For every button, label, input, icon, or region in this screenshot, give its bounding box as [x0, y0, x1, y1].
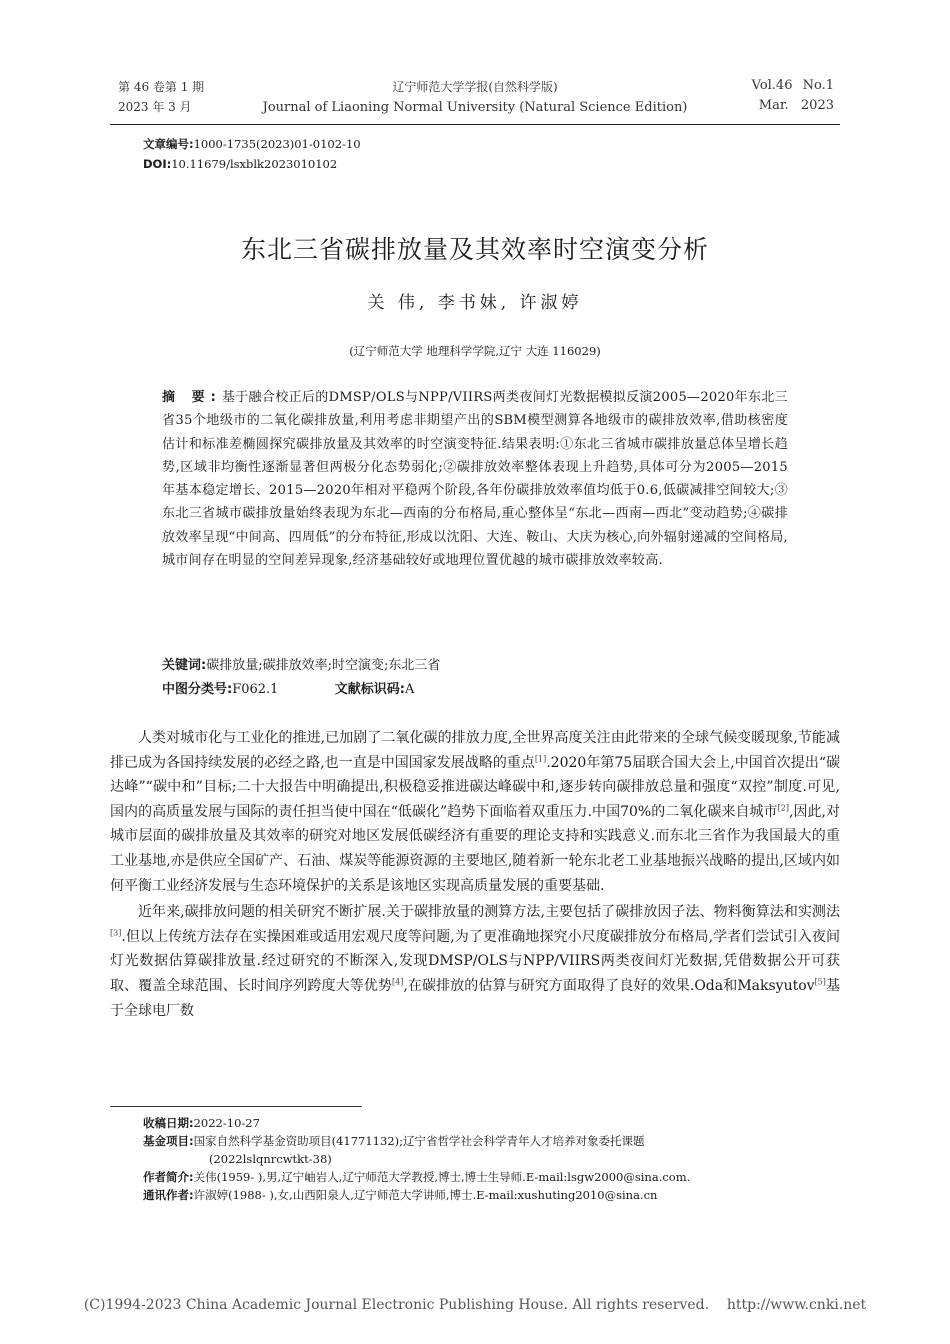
- received-date: [143, 1114, 843, 1132]
- doi-label: DOI:: [143, 157, 172, 171]
- received-value: 2022-10-27: [193, 1116, 260, 1130]
- author-bio-text: 关伟(1959- ),男,辽宁岫岩人,辽宁师范大学教授,博士,博士生导师.E-mail:lsgw2000@sina.com.: [193, 1170, 691, 1184]
- journal-name-cn: 辽宁师范大学学报(自然科学版): [392, 80, 558, 94]
- corresponding-author-text: 许淑婷(1988- ),女,山西阳泉人,辽宁师范大学讲师,博士.E-mail:xushuting2010@sina.cn: [193, 1188, 658, 1202]
- keywords-text: 碳排放量;碳排放效率;时空演变;东北三省: [206, 658, 441, 673]
- doc-code-value: A: [404, 682, 415, 697]
- authors: 关 伟, 李书妹, 许淑婷: [367, 293, 583, 313]
- date-en: Mar. 2023: [758, 98, 834, 113]
- body-paragraph-1: [110, 726, 840, 898]
- citation[interactable]: [2]: [777, 803, 789, 813]
- corresponding-author-label: 通讯作者:: [143, 1188, 194, 1202]
- body-text-run: 近年来,碳排放问题的相关研究不断扩展.关于碳排放量的测算方法,主要包括了碳排放因子法、物料衡算法和实测法: [138, 904, 840, 921]
- volume-issue-en: Vol.46 No.1: [751, 78, 834, 93]
- body-text-run: ,在碳排放的估算与研究方面取得了良好的效果.Oda和Maksyutov: [403, 977, 815, 994]
- funding-line-1: 国家自然科学基金资助项目(41771132);辽宁省哲学社会科学青年人才培养对象委托课题: [193, 1134, 645, 1148]
- classification: [162, 678, 414, 697]
- article-number-value: 1000-1735(2023)01-0102-10: [193, 137, 361, 151]
- journal-name-en: Journal of Liaoning Normal University (Natural Science Edition): [262, 100, 688, 115]
- body-text-run: .2020年第75届联合国大会上,中国首次提出“碳达峰”“碳中和”目标;二十大报告中明确提出,积极稳妥推进碳达峰碳中和,逐步转向碳排放总量和强度“双控”制度.可见,国内的高质量发展与国际的责任担当使中国在“低碳化”趋势下面临着双重压力.中国70%的二氧化碳来自城市: [110, 754, 841, 820]
- citation[interactable]: [1]: [534, 753, 547, 763]
- author-bio: [143, 1168, 843, 1186]
- citation[interactable]: [5]: [814, 977, 826, 987]
- volume-issue-cn: 第 46 卷第 1 期: [118, 80, 205, 94]
- article-number: [143, 136, 361, 152]
- article-number-label: 文章编号:: [143, 137, 194, 151]
- body-text-run: .但以上传统方法存在实操困难或适用宏观尺度等问题,为了更准确地探究小尺度碳排放分布格局,学者们尝试引入夜间灯光数据估算碳排放量.经过研究的不断深入,发现DMSP/OLS与NPP/VIIRS两类夜间灯光数据,凭借数据公开可获取、覆盖全球范围、长时间序列跨度大等优势: [110, 928, 840, 994]
- clc-label: 中图分类号:: [162, 682, 233, 697]
- clc-value: F062.1: [232, 682, 279, 697]
- paper-title: 东北三省碳排放量及其效率时空演变分析: [240, 235, 709, 264]
- copyright-footer: (C)1994-2023 China Academic Journal Electronic Publishing House. All rights reserved. http://www.cnki.net: [83, 1297, 867, 1313]
- funding: [143, 1132, 843, 1150]
- doc-code-label: 文献标识码:: [334, 682, 405, 697]
- funding-label: 基金项目:: [143, 1134, 194, 1148]
- funding-line-2: (2022lslqnrcwtkt-38): [209, 1152, 332, 1166]
- corresponding-author: [143, 1186, 843, 1204]
- body-text: [110, 726, 840, 1023]
- abstract-label: 摘 要:: [162, 390, 222, 405]
- body-paragraph-2: [110, 900, 840, 1023]
- author-bio-label: 作者简介:: [143, 1170, 194, 1184]
- abstract: [162, 386, 788, 572]
- citation[interactable]: [3]: [110, 928, 122, 938]
- date-cn: 2023 年 3 月: [118, 100, 192, 114]
- footnote-rule: [110, 1106, 362, 1107]
- citation[interactable]: [4]: [392, 977, 404, 987]
- doi-value: 10.11679/lsxblk2023010102: [171, 157, 338, 171]
- doi: [143, 157, 337, 171]
- affiliation: (辽宁师范大学 地理科学学院,辽宁 大连 116029): [349, 344, 601, 358]
- received-label: 收稿日期:: [143, 1116, 194, 1130]
- keywords: [162, 654, 440, 673]
- body-text-run: 人类对城市化与工业化的推进,已加剧了二氧化碳的排放力度,全世界高度关注由此带来的全球气候变暖现象,节能减排已成为各国持续发展的必经之路,也一直是中国国家发展战略的重点: [110, 730, 840, 771]
- keywords-label: 关键词:: [162, 658, 207, 673]
- body-text-run: 基于全球电厂数: [110, 977, 841, 1019]
- header-rule: [110, 124, 840, 125]
- body-text-run: ,因此,对城市层面的碳排放量及其效率的研究对地区发展低碳经济有重要的理论支持和实践意义.而东北三省作为我国最大的重工业基地,亦是供应全国矿产、石油、煤炭等能源资源的主要地区,随着新一轮东北老工业基地振兴战略的提出,区域内如何平衡工业经济发展与生态环境保护的关系是该地区实现高质量发展的重要基础.: [110, 803, 840, 894]
- abstract-text: 基于融合校正后的DMSP/OLS与NPP/VIIRS两类夜间灯光数据模拟反演2005—2020年东北三省35个地级市的二氧化碳排放量,利用考虑非期望产出的SBM模型测算各地级市的碳排放效率,借助核密度估计和标准差椭圆探究碳排放量及其效率的时空演变特征.结果表明:①东北三省城市碳排放量总体呈增长趋势,区域非均衡性逐渐显著但两极分化态势弱化;②碳排放效率整体表现上升趋势,具体可分为2005—2015年基本稳定增长、2015—2020年相对平稳两个阶段,各年份碳排放效率值均低于0.6,低碳减排空间较大;③东北三省城市碳排放量始终表现为东北—西南的分布格局,重心整体呈“东北—西南—西北”变动趋势;④碳排放效率呈现“中间高、四周低”的分布特征,形成以沈阳、大连、鞍山、大庆为核心,向外辐射递减的空间格局,城市间存在明显的空间差异现象,经济基础较好或地理位置优越的城市碳排放效率较高.: [162, 390, 788, 569]
- footnotes: [143, 1114, 843, 1204]
